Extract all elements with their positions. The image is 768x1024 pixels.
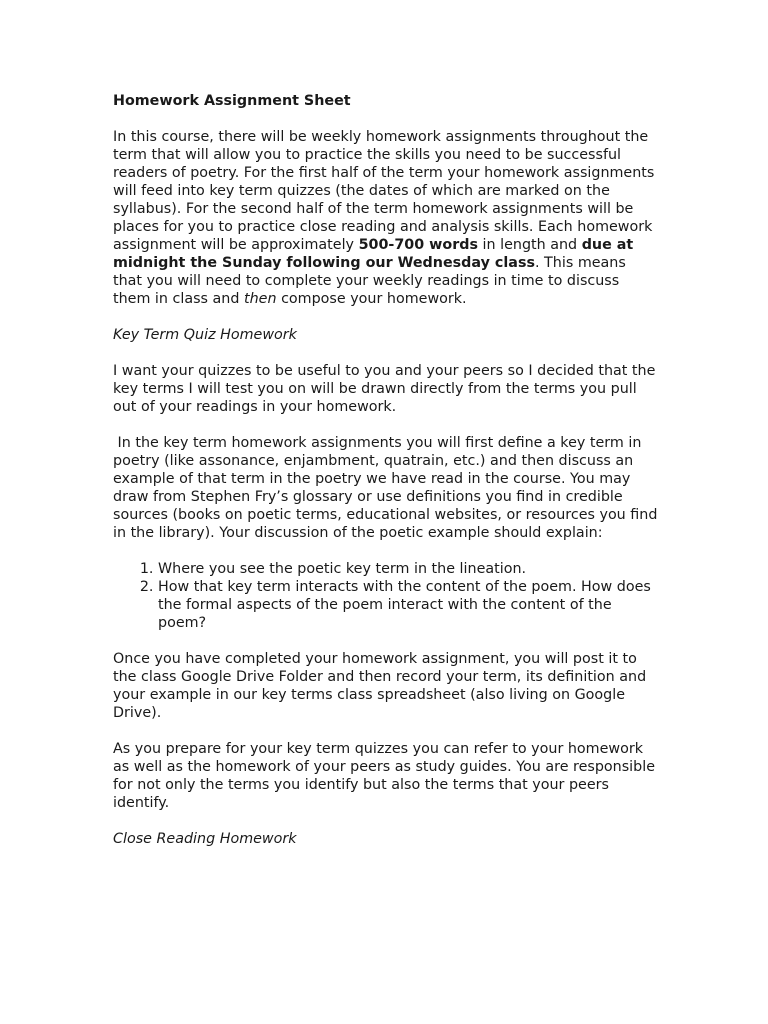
list-item: 2. How that key term interacts with the content of the poem. How does the formal aspects of the poem interact with the content of the poem? xyxy=(158,578,658,632)
intro-text-3: . This means that you will need to complete your weekly readings in time to discuss them in class and xyxy=(113,255,626,307)
intro-text-2: in length and xyxy=(478,237,582,253)
key-term-paragraph-2: In the key term homework assignments you will first define a key term in poetry (like assonance, enjambment, quatrain, etc.) and then discuss an example of that term in the poetry we have read in the course. You may draw from Stephen Fry’s glossary or use definitions you find in credible sources (books on poetic terms, educational websites, or resources you find in the library). Your discussion of the poetic example should explain: xyxy=(113,435,662,541)
section-heading-key-term: Key Term Quiz Homework xyxy=(113,327,297,343)
document-page xyxy=(113,92,662,866)
key-term-paragraph-3: Once you have completed your homework assignment, you will post it to the class Google Drive Folder and then record your term, its definition and your example in our key terms class spreadsheet (also living on Google Drive). xyxy=(113,651,647,721)
intro-text-4: compose your homework. xyxy=(276,291,467,307)
list-item: 1. Where you see the poetic key term in the lineation. xyxy=(158,560,658,578)
key-term-paragraph-1: I want your quizzes to be useful to you and your peers so I decided that the key terms I will test you on will be drawn directly from the terms you pull out of your readings in your homework. xyxy=(113,363,656,415)
due-date-emphasis: due at midnight the Sunday following our Wednesday class xyxy=(113,237,634,271)
poetic-example-list xyxy=(113,560,658,632)
document-title: Homework Assignment Sheet xyxy=(113,93,351,109)
word-count-emphasis: 500-700 words xyxy=(358,237,478,253)
intro-text-1: In this course, there will be weekly homework assignments throughout the term that will allow you to practice the skills you need to be successful readers of poetry. For the first half of the term your homework assignments will feed into key term quizzes (the dates of which are marked on the syllabus). For the second half of the term homework assignments will be places for you to practice close reading and analysis skills. Each homework assignment will be approximately xyxy=(113,129,655,253)
then-emphasis: then xyxy=(244,291,277,307)
key-term-paragraph-4: As you prepare for your key term quizzes you can refer to your homework as well as the homework of your peers as study guides. You are responsible for not only the terms you identify but also the terms that your peers identify. xyxy=(113,741,655,811)
intro-paragraph xyxy=(113,128,658,308)
section-heading-close-reading: Close Reading Homework xyxy=(113,831,297,847)
